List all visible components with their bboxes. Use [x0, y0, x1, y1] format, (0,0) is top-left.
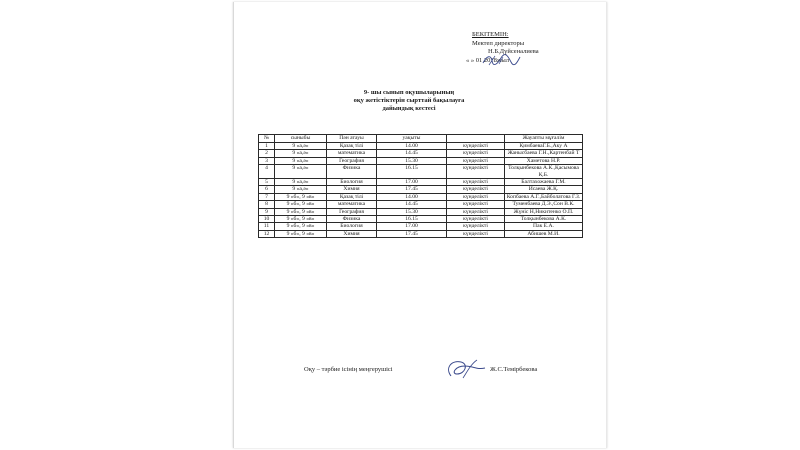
cell-teacher: Абишев М.И. — [505, 230, 583, 237]
cell-grade: 9 «б», 9 «в» — [275, 230, 327, 237]
title-line: 9- шы сынып оқушыларының — [363, 89, 455, 96]
cell-time: 16.15 — [377, 165, 447, 179]
cell-grade: 9 «а,ә» — [275, 186, 327, 193]
cell-teacher: Копбаева А.Г.,Байболатова Г.З. — [505, 193, 583, 200]
cell-day: күнделікті — [447, 143, 505, 150]
cell-teacher: Толқынбекова А.К. — [505, 216, 583, 223]
cell-day: күнделікті — [447, 208, 505, 215]
header-subject: Пән атауы — [327, 135, 377, 143]
cell-day: күнделікті — [447, 216, 505, 223]
table-row — [259, 157, 583, 164]
table-row — [259, 230, 583, 237]
cell-time: 17.45 — [377, 186, 447, 193]
cell-subject: Физика — [327, 165, 377, 179]
title-line: дайындық кестесі — [382, 104, 436, 112]
cell-grade: 9 «б», 9 «в» — [275, 208, 327, 215]
table-row — [259, 223, 583, 230]
cell-day: күнделікті — [447, 223, 505, 230]
cell-number: 1 — [259, 143, 275, 150]
table-row — [259, 193, 583, 200]
cell-subject: Биология — [327, 223, 377, 230]
cell-day: күнделікті — [447, 230, 505, 237]
cell-grade: 9 «б», 9 «в» — [275, 223, 327, 230]
table-header-row — [259, 135, 583, 143]
cell-number: 12 — [259, 230, 275, 237]
cell-teacher: ҚимбаеваГ.Б.,Аку А — [505, 143, 583, 150]
cell-time: 16.15 — [377, 216, 447, 223]
approval-name: Н.Б.Дүйсеналиева — [488, 48, 539, 55]
cell-subject: Қазақ тілі — [327, 143, 377, 150]
approval-role: Мектеп директоры — [472, 39, 525, 47]
head-teacher-signature-icon — [441, 354, 491, 382]
cell-grade: 9 «а,ә» — [275, 157, 327, 164]
table-row — [259, 150, 583, 157]
schedule-table — [258, 134, 583, 238]
cell-time: 14.45 — [377, 150, 447, 157]
cell-subject: География — [327, 208, 377, 215]
cell-grade: 9 «а,ә» — [275, 143, 327, 150]
document-title — [324, 89, 494, 112]
header-blank — [447, 135, 505, 143]
cell-time: 15.30 — [377, 208, 447, 215]
cell-day: күнделікті — [447, 201, 505, 208]
cell-day: күнделікті — [447, 186, 505, 193]
cell-number: 10 — [259, 216, 275, 223]
cell-number: 8 — [259, 201, 275, 208]
table-row — [259, 143, 583, 150]
cell-teacher: Толқынбекова А.К.,Қасымова Қ.Б. — [505, 165, 583, 179]
cell-subject: Химия — [327, 186, 377, 193]
cell-number: 4 — [259, 165, 275, 179]
cell-time: 14.00 — [377, 143, 447, 150]
header-time: уақыты — [377, 135, 447, 143]
header-teacher: Жауапты мұғалім — [505, 135, 583, 143]
cell-grade: 9 «б», 9 «в» — [275, 193, 327, 200]
cell-grade: 9 «б», 9 «в» — [275, 216, 327, 223]
cell-time: 17.45 — [377, 230, 447, 237]
footer-role: Оқу – тәрбие ісінің меңгерушісі — [304, 366, 393, 373]
cell-number: 6 — [259, 186, 275, 193]
cell-subject: Химия — [327, 230, 377, 237]
cell-subject: Физика — [327, 216, 377, 223]
cell-time: 17.00 — [377, 179, 447, 186]
cell-day: күнделікті — [447, 179, 505, 186]
cell-subject: Биология — [327, 179, 377, 186]
cell-subject: Қазақ тілі — [327, 193, 377, 200]
director-signature-icon — [481, 53, 521, 67]
cell-time: 17.00 — [377, 223, 447, 230]
cell-day: күнделікті — [447, 193, 505, 200]
cell-time: 14.00 — [377, 193, 447, 200]
cell-number: 5 — [259, 179, 275, 186]
cell-teacher: Туменбаева Д.Э.,Сон В.К. — [505, 201, 583, 208]
cell-teacher: Балтахожаева Г.М. — [505, 179, 583, 186]
approval-title: БЕКІТЕМІН: — [472, 31, 509, 38]
cell-teacher: Исаева Ж.Қ. — [505, 186, 583, 193]
cell-subject: География — [327, 157, 377, 164]
cell-time: 15.30 — [377, 157, 447, 164]
cell-day: күнделікті — [447, 150, 505, 157]
cell-grade: 9 «а,ә» — [275, 150, 327, 157]
table-row — [259, 216, 583, 223]
footer-name: Ж.С.Темірбекова — [490, 366, 538, 373]
cell-number: 3 — [259, 157, 275, 164]
cell-subject: математика — [327, 150, 377, 157]
table-row — [259, 179, 583, 186]
cell-grade: 9 «а,ә» — [275, 165, 327, 179]
cell-number: 2 — [259, 150, 275, 157]
cell-teacher: Жүніс Н,Никитенко О.П. — [505, 208, 583, 215]
cell-teacher: Пак Е.А. — [505, 223, 583, 230]
cell-number: 7 — [259, 193, 275, 200]
cell-day: күнделікті — [447, 157, 505, 164]
document-page — [233, 2, 607, 448]
title-line: оқу жетістіктерін сырттай бақылауға — [353, 96, 465, 104]
cell-time: 14.45 — [377, 201, 447, 208]
approval-date: « » 01 2018жыл — [466, 56, 509, 64]
cell-day: күнделікті — [447, 165, 505, 179]
cell-teacher: Хаметова Н.Р. — [505, 157, 583, 164]
cell-subject: математика — [327, 201, 377, 208]
table-row — [259, 186, 583, 193]
cell-number: 11 — [259, 223, 275, 230]
header-grade: сыныбы — [275, 135, 327, 143]
cell-teacher: Жаныcбаева Г.Н.,Картенбай Т — [505, 150, 583, 157]
cell-grade: 9 «а,ә» — [275, 179, 327, 186]
cell-grade: 9 «б», 9 «в» — [275, 201, 327, 208]
table-row — [259, 208, 583, 215]
header-number: № — [259, 135, 275, 143]
table-row — [259, 165, 583, 179]
table-row — [259, 201, 583, 208]
cell-number: 9 — [259, 208, 275, 215]
